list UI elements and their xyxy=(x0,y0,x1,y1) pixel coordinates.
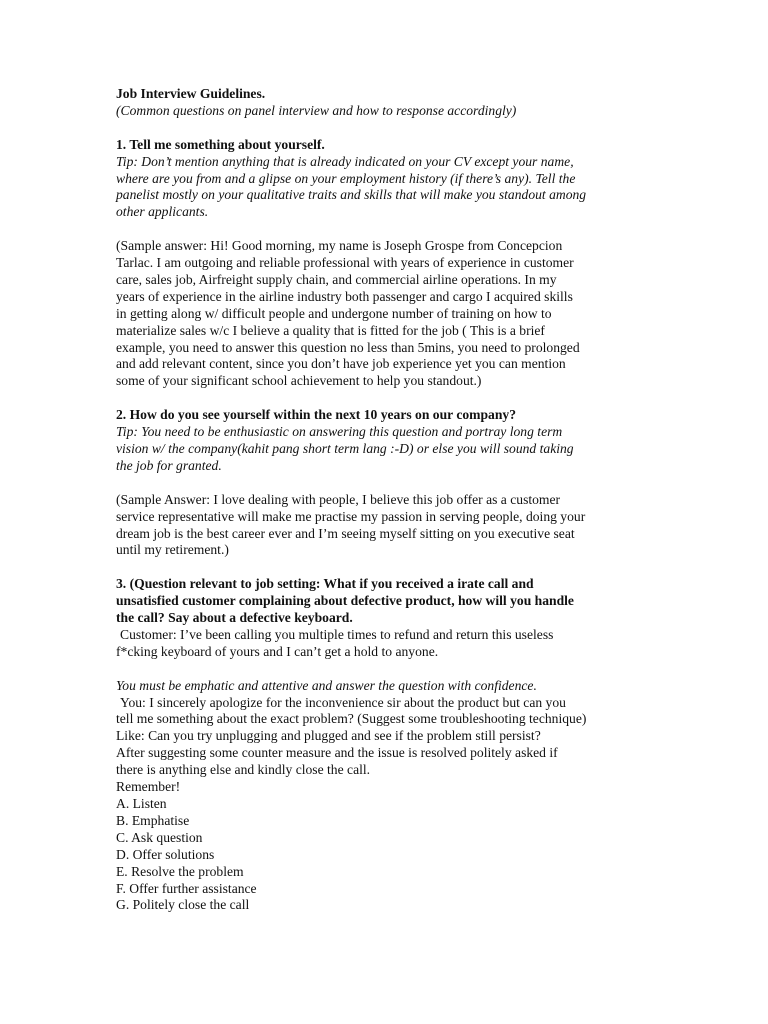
list-item: G. Politely close the call xyxy=(116,897,250,913)
agent-response-line: there is anything else and kindly close the call. xyxy=(116,762,371,778)
agent-response-line: You: I sincerely apologize for the inconvenience sir about the product but can you xyxy=(120,694,566,710)
question-2-tip-line: the job for granted. xyxy=(116,457,222,473)
question-1-tip-line: panelist mostly on your qualitative traits and skills that will make you standout among xyxy=(116,187,587,203)
agent-response-line: tell me something about the exact problem? (Suggest some troubleshooting technique) xyxy=(116,711,587,727)
list-item: A. Listen xyxy=(116,795,167,811)
question-3-heading-line: unsatisfied customer complaining about defective product, how will you handle xyxy=(116,593,574,609)
question-3-heading-line: the call? Say about a defective keyboard. xyxy=(116,610,353,626)
spacer xyxy=(116,221,668,238)
list-item: D. Offer solutions xyxy=(116,846,215,862)
spacer xyxy=(116,661,668,678)
question-1-sample-line: care, sales job, Airfreight supply chain, and commercial airline operations. In my xyxy=(116,271,557,287)
question-1-tip-line: other applicants. xyxy=(116,204,209,220)
remember-label: Remember! xyxy=(116,779,181,795)
spacer xyxy=(116,559,668,576)
question-2-tip-line: vision w/ the company(kahit pang short term lang :-D) or else you will sound taking xyxy=(116,440,574,456)
list-item: E. Resolve the problem xyxy=(116,863,244,879)
doc-title: Job Interview Guidelines. xyxy=(116,86,266,101)
spacer xyxy=(116,390,668,407)
question-3-section xyxy=(116,576,668,914)
question-2-sample-line: dream job is the best career ever and I’m seeing myself sitting on you executive seat xyxy=(116,525,575,541)
agent-response-line: Like: Can you try unplugging and plugged and see if the problem still persist? xyxy=(116,728,541,744)
customer-quote-line: f*cking keyboard of yours and I can’t get a hold to anyone. xyxy=(116,643,439,659)
question-1-heading: 1. Tell me something about yourself. xyxy=(116,136,325,152)
question-1-sample-line: years of experience in the airline industry both passenger and cargo I acquired skills xyxy=(116,288,573,304)
question-1-tip-line: where are you from and a glipse on your employment history (if there’s any). Tell the xyxy=(116,170,576,186)
call-steps-list xyxy=(116,796,668,914)
question-1-sample-line: in getting along w/ difficult people and undergone number of training on how to xyxy=(116,305,552,321)
question-1-sample-line: materialize sales w/c I believe a quality that is fitted for the job ( This is a brief xyxy=(116,322,545,338)
question-2-section xyxy=(116,407,668,559)
question-2-heading: 2. How do you see yourself within the next 10 years on our company? xyxy=(116,407,517,423)
agent-response-line: After suggesting some counter measure and the issue is resolved politely asked if xyxy=(116,745,558,761)
customer-quote-line: Customer: I’ve been calling you multiple times to refund and return this useless xyxy=(120,626,554,642)
question-1-sample-line: and add relevant content, since you don’t have job experience yet you can mention xyxy=(116,356,566,372)
spacer xyxy=(116,120,668,137)
question-3-heading-line: 3. (Question relevant to job setting: What if you received a irate call and xyxy=(116,576,534,592)
question-1-tip-line: Tip: Don’t mention anything that is already indicated on your CV except your name, xyxy=(116,153,574,169)
question-2-sample-line: until my retirement.) xyxy=(116,542,229,558)
question-2-sample-line: service representative will make me practise my passion in serving people, doing your xyxy=(116,508,586,524)
question-1-sample-line: some of your significant school achievement to help you standout.) xyxy=(116,373,482,389)
question-1-sample-line: example, you need to answer this question no less than 5mins, you need to prolonged xyxy=(116,339,580,355)
question-3-advice: You must be emphatic and attentive and answer the question with confidence. xyxy=(116,677,537,693)
doc-subtitle: (Common questions on panel interview and how to response accordingly) xyxy=(116,102,517,118)
list-item: B. Emphatise xyxy=(116,812,190,828)
list-item: C. Ask question xyxy=(116,829,203,845)
question-1-sample-line: (Sample answer: Hi! Good morning, my name is Joseph Grospe from Concepcion xyxy=(116,238,563,254)
question-2-sample-line: (Sample Answer: I love dealing with people, I believe this job offer as a customer xyxy=(116,491,561,507)
question-1-section xyxy=(116,137,668,391)
question-2-tip-line: Tip: You need to be enthusiastic on answering this question and portray long term xyxy=(116,424,563,440)
question-1-sample-line: Tarlac. I am outgoing and reliable professional with years of experience in customer xyxy=(116,255,574,271)
list-item: F. Offer further assistance xyxy=(116,880,257,896)
spacer xyxy=(116,475,668,492)
